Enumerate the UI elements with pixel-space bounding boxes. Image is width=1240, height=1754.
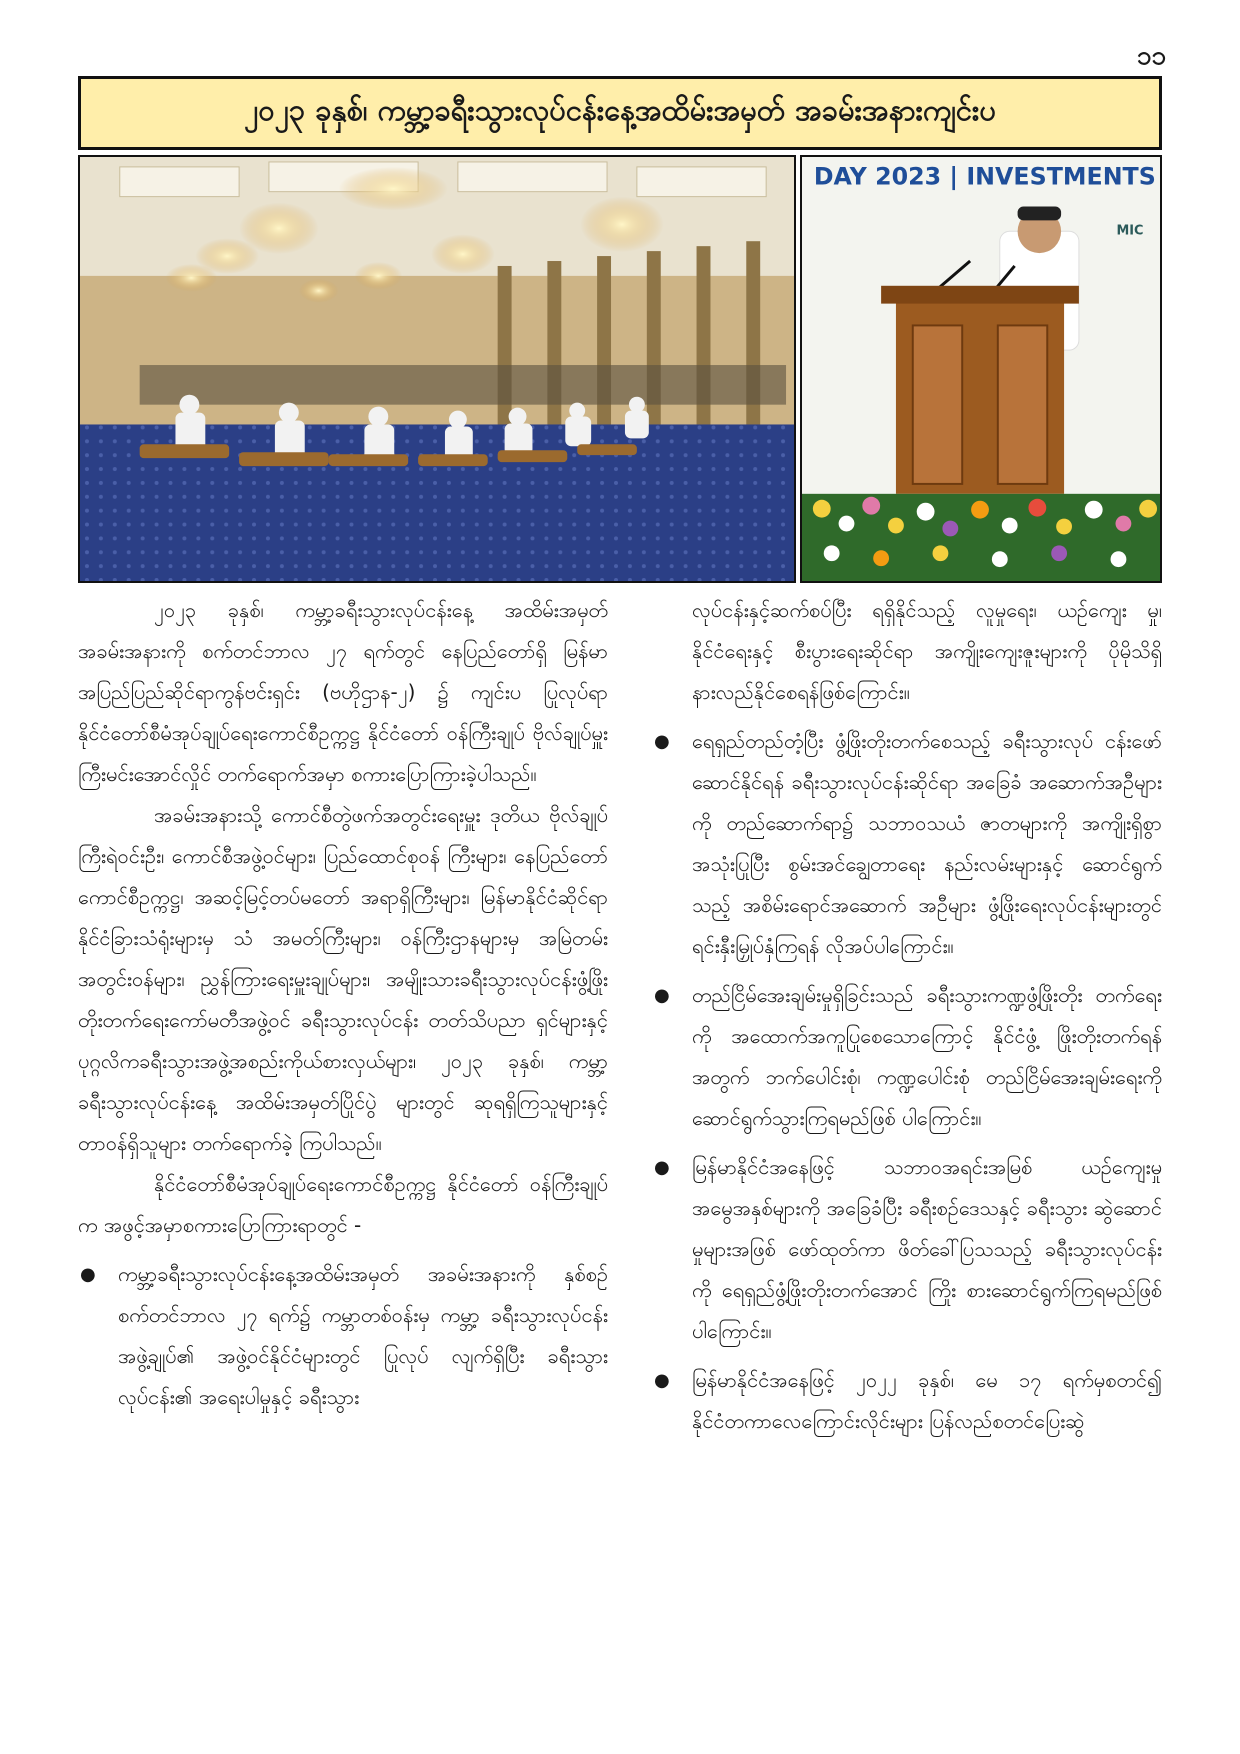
paragraph-continued: လုပ်ငန်းနှင့်ဆက်စပ်ပြီး ရရှိနိုင်သည့် လူမှုရေး၊ ယဉ်ကျေး မှု၊ နိုင်ငံရေးနှင့် စီးပွားရေးဆိုင်ရာ အကျိုးကျေးဇူးများကို ပိုမိုသိရှိနားလည်နိုင်စေရန်ဖြစ်ကြောင်း။	[692, 598, 1162, 704]
article-column-right	[652, 590, 1162, 1442]
bullet-item: ● တည်ငြိမ်အေးချမ်းမှုရှိခြင်းသည် ခရီးသွားကဏ္ဍဖွံ့ဖြိုးတိုး တက်ရေးကို အထောက်အကူပြုစေသောကြောင့် နိုင်ငံဖွံ့ ဖြိုးတိုးတက်ရန်အတွက် ဘက်ပေါင်းစုံ၊ ကဏ္ဍပေါင်းစုံ တည်ငြိမ်အေးချမ်းရေးကို ဆောင်ရွက်သွားကြရမည်ဖြစ် ပါကြောင်း။	[652, 975, 1162, 1139]
paragraph: ၂၀၂၃ ခုနှစ်၊ ကမ္ဘာ့ခရီးသွားလုပ်ငန်းနေ့ အထိမ်းအမှတ် အခမ်းအနားကို စက်တင်ဘာလ ၂၇ ရက်တွင် နေပြည်တော်ရှိ မြန်မာအပြည်ပြည်ဆိုင်ရာကွန်ဗင်းရှင်း (ဗဟိုဌာန-၂) ၌ ကျင်းပ ပြုလုပ်ရာ နိုင်ငံတော်စီမံအုပ်ချုပ်ရေးကောင်စီဥက္ကဋ္ဌ နိုင်ငံတော် ဝန်ကြီးချုပ် ဗိုလ်ချုပ်မှူးကြီးမင်းအောင်လှိုင် တက်ရောက်အမှာ စကားပြောကြားခဲ့ပါသည်။	[78, 598, 608, 786]
paragraph: နိုင်ငံတော်စီမံအုပ်ချုပ်ရေးကောင်စီဥက္ကဋ္ဌ နိုင်ငံတော် ဝန်ကြီးချုပ်က အဖွင့်အမှာစကားပြောကြားရာတွင် -	[78, 1172, 608, 1237]
banner-text-main: DAY 2023 | INVESTMENTS	[813, 162, 1156, 191]
headline-banner	[78, 76, 1162, 150]
article-column-left	[78, 590, 608, 1418]
photo-speaker-podium	[800, 155, 1162, 583]
paragraph: အခမ်းအနားသို့ ကောင်စီတွဲဖက်အတွင်းရေးမှူး ဒုတိယ ဗိုလ်ချုပ်ကြီးရဲဝင်းဦး၊ ကောင်စီအဖွဲ့ဝင်များ၊ ပြည်ထောင်စုဝန် ကြီးများ၊ နေပြည်တော်ကောင်စီဥက္ကဋ္ဌ၊ အဆင့်မြင့်တပ်မတော် အရာရှိကြီးများ၊ မြန်မာနိုင်ငံဆိုင်ရာ နိုင်ငံခြားသံရုံးများမှ သံ အမတ်ကြီးများ၊ ဝန်ကြီးဌာနများမှ အမြဲတမ်းအတွင်းဝန်များ၊ ညွှန်ကြားရေးမှူးချုပ်များ၊ အမျိုးသားခရီးသွားလုပ်ငန်းဖွံ့ဖြိုး တိုးတက်ရေးကော်မတီအဖွဲ့ဝင် ခရီးသွားလုပ်ငန်း တတ်သိပညာ ရှင်များနှင့် ပုဂ္ဂလိကခရီးသွားအဖွဲ့အစည်းကိုယ်စားလှယ်များ၊ ၂၀၂၃ ခုနှစ်၊ ကမ္ဘာ့ခရီးသွားလုပ်ငန်းနေ့ အထိမ်းအမှတ်ပြိုင်ပွဲ များတွင် ဆုရရှိကြသူများနှင့် တာဝန်ရှိသူများ တက်ရောက်ခဲ့ ကြပါသည်။	[78, 803, 608, 1155]
convention-hall-image	[80, 157, 794, 581]
bullet-item: ● ကမ္ဘာ့ခရီးသွားလုပ်ငန်းနေ့အထိမ်းအမှတ် အခမ်းအနားကို နှစ်စဉ် စက်တင်ဘာလ ၂၇ ရက်၌ ကမ္ဘာတစ်ဝန်းမှ ကမ္ဘာ့ ခရီးသွားလုပ်ငန်းအဖွဲ့ချုပ်၏ အဖွဲ့ဝင်နိုင်ငံများတွင် ပြုလုပ် လျက်ရှိပြီး ခရီးသွားလုပ်ငန်း၏ အရေးပါမှုနှင့် ခရီးသွား	[78, 1254, 608, 1418]
bullet-item: ● မြန်မာနိုင်ငံအနေဖြင့် သဘာဝအရင်းအမြစ် ယဉ်ကျေးမှု အမွေအနှစ်များကို အခြေခံပြီး ခရီးစဉ်ဒေသနှင့် ခရီးသွား ဆွဲဆောင်မှုများအဖြစ် ဖော်ထုတ်ကာ ဖိတ်ခေါ်ပြသသည့် ခရီးသွားလုပ်ငန်းကို ရေရှည်ဖွံ့ဖြိုးတိုးတက်အောင် ကြိုး စားဆောင်ရွက်ကြရမည်ဖြစ်ပါကြောင်း။	[652, 1147, 1162, 1352]
page-number: ၁၁	[1136, 41, 1166, 71]
bullet-list	[78, 1254, 608, 1418]
bullet-list	[652, 721, 1162, 1442]
headline-text: ၂၀၂၃ ခုနှစ်၊ ကမ္ဘာ့ခရီးသွားလုပ်ငန်းနေ့အထိမ်းအမှတ် အခမ်းအနားကျင်းပ	[244, 92, 996, 127]
bullet-item: ● မြန်မာနိုင်ငံအနေဖြင့် ၂၀၂၂ ခုနှစ်၊ မေ ၁၇ ရက်မှစတင်၍ နိုင်ငံတကာလေကြောင်းလိုင်းများ ပြန်လည်စတင်ပြေးဆွဲ	[652, 1360, 1162, 1442]
speaker-image	[802, 157, 1160, 581]
bullet-item: ● ရေရှည်တည်တံ့ပြီး ဖွံ့ဖြိုးတိုးတက်စေသည့် ခရီးသွားလုပ် ငန်းဖော်ဆောင်နိုင်ရန် ခရီးသွားလုပ်ငန်းဆိုင်ရာ အခြေခံ အဆောက်အဦများကို တည်ဆောက်ရာ၌ သဘာဝသယံ ဇာတများကို အကျိုးရှိစွာအသုံးပြုပြီး စွမ်းအင်ချွေတာရေး နည်းလမ်းများနှင့် ဆောင်ရွက်သည့် အစိမ်းရောင်အဆောက် အဦများ ဖွံ့ဖြိုးရေးလုပ်ငန်းများတွင် ရင်းနှီးမြှုပ်နှံကြရန် လိုအပ်ပါကြောင်း။	[652, 721, 1162, 967]
banner-text-sub: MIC	[1116, 223, 1144, 239]
photo-convention-hall	[78, 155, 796, 583]
